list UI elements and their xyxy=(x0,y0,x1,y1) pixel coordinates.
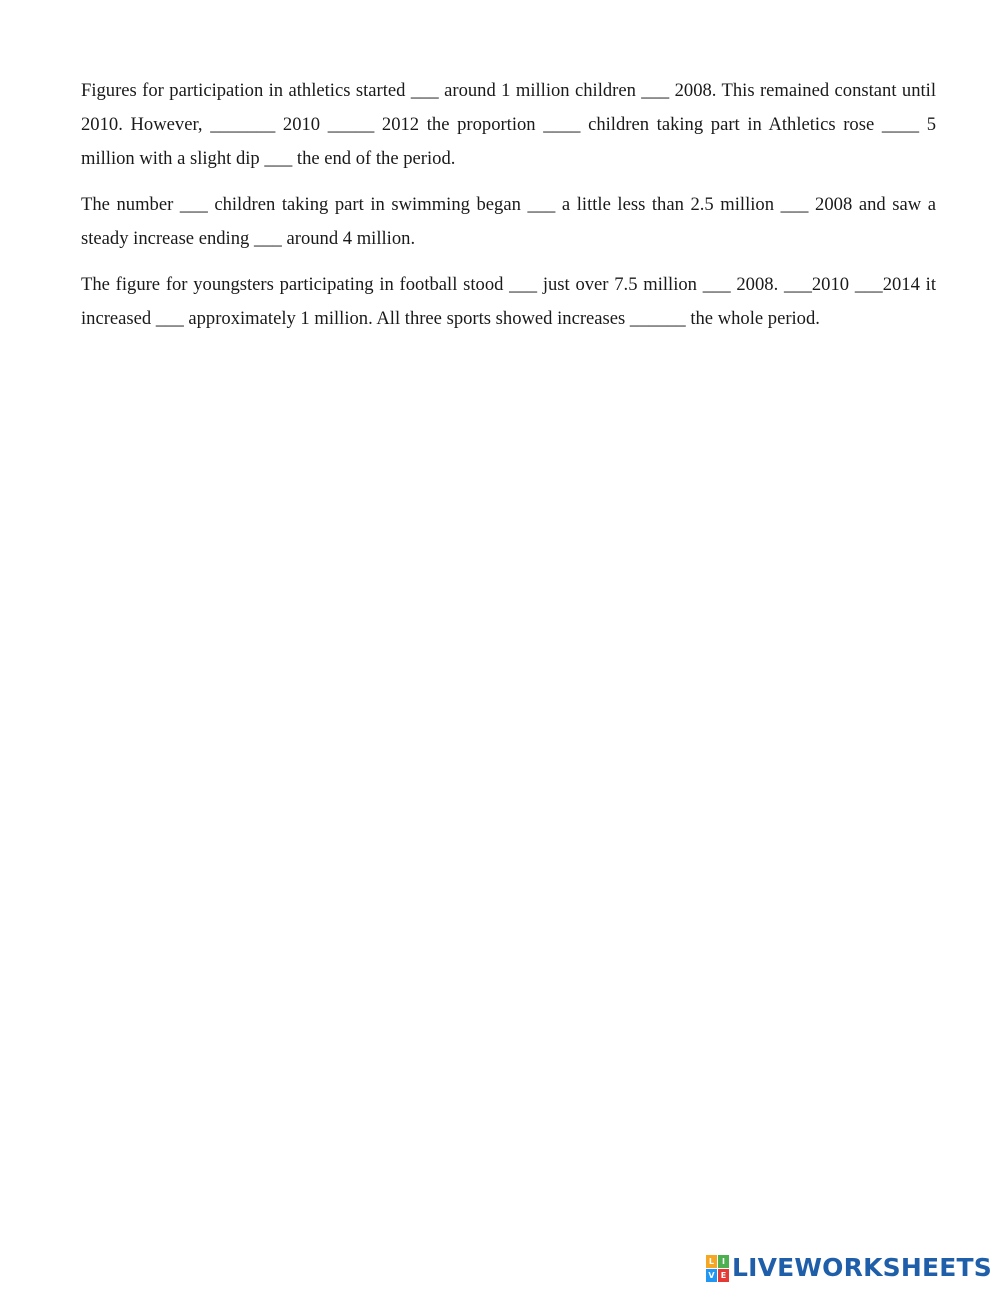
worksheet-text xyxy=(81,74,936,348)
logo-mark-l: L xyxy=(706,1255,717,1268)
logo-text: LIVEWORKSHEETS xyxy=(731,1253,992,1282)
paragraph-swimming: The number ___ children taking part in swimming began ___ a little less than 2.5 million ___ 2008 and saw a steady increase ending ___ around 4 million. xyxy=(81,194,936,249)
logo-mark-v: V xyxy=(706,1269,717,1282)
liveworksheets-logo-icon xyxy=(706,1255,728,1281)
liveworksheets-logo xyxy=(706,1253,992,1283)
paragraph-football: The figure for youngsters participating in football stood ___ just over 7.5 million ___ 2008. ___2010 ___2014 it increased ___ approximately 1 million. All three sports showed increases ______ the whole period. xyxy=(81,274,936,329)
paragraph-athletics: Figures for participation in athletics started ___ around 1 million children ___ 2008. This remained constant until 2010. However, _______ 2010 _____ 2012 the proportion ____ children taking part in Athletics rose ____ 5 million with a slight dip ___ the end of the period. xyxy=(81,80,936,169)
logo-mark-i: I xyxy=(718,1255,729,1268)
logo-mark-e: E xyxy=(718,1269,729,1282)
